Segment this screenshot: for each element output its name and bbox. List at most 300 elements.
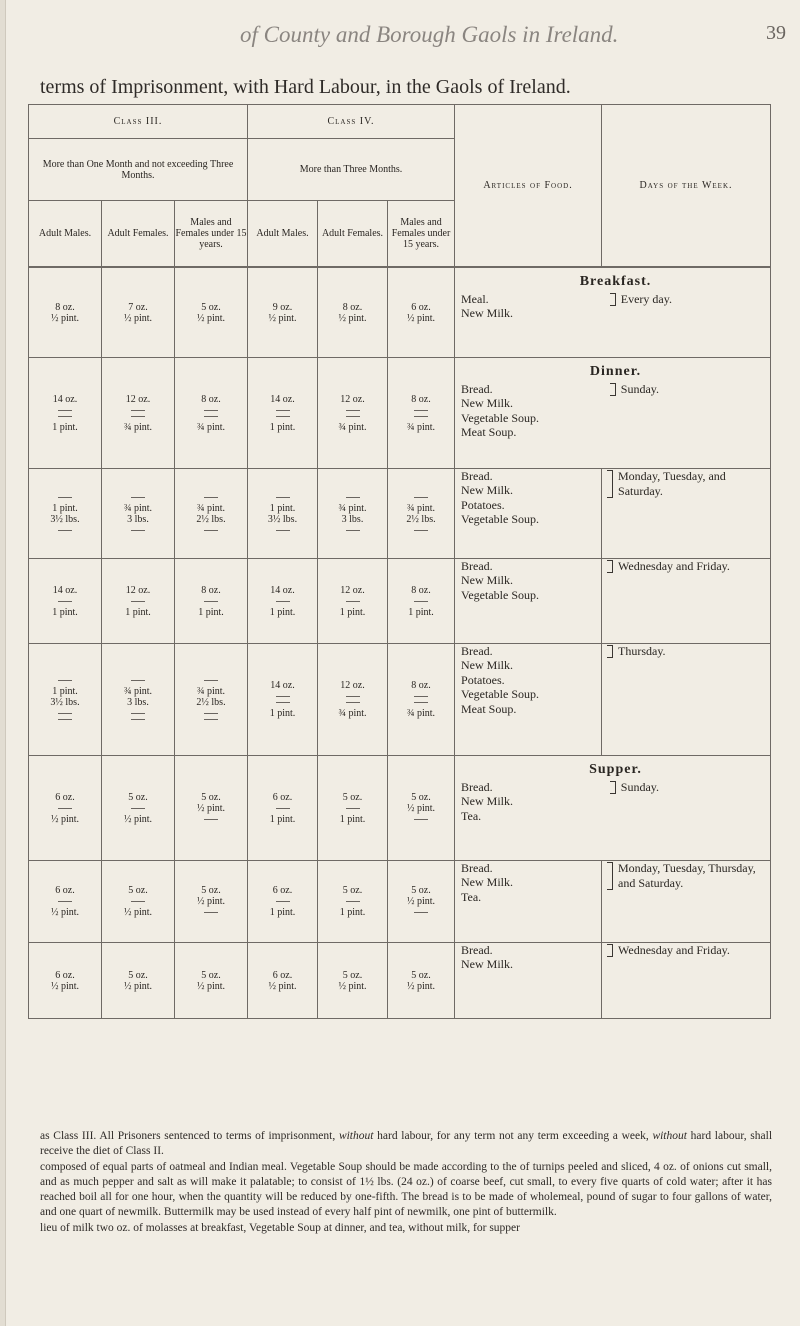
footnote-para: lieu of milk two oz. of molasses at breakfast, Vegetable Soup at dinner, and tea, without milk, for supper (40, 1221, 520, 1234)
ration-cell (29, 469, 102, 559)
header-class-3: Class III. (29, 105, 248, 139)
dash-rule (204, 719, 218, 720)
dash-rule (58, 416, 72, 417)
ration-cell (175, 861, 248, 943)
days-label (605, 292, 770, 321)
ration-value: ¾ pint. (123, 421, 153, 433)
dash-rule (276, 530, 290, 531)
ration-cell (318, 559, 388, 644)
ration-cell (175, 559, 248, 644)
ration-value: 1 pint. (269, 502, 296, 514)
ration-value: 1 pint. (269, 907, 296, 918)
ration-value: 1 pint. (52, 502, 78, 514)
food-item: Meat Soup. (461, 425, 517, 440)
day-text: Every day. (605, 292, 770, 307)
ration-value: ½ pint. (338, 312, 367, 324)
ration-value: 3½ lbs. (50, 696, 80, 708)
ration-value: 6 oz. (272, 885, 293, 896)
ration-value: 5 oz. (342, 885, 363, 896)
footnote-text: as Class III. All Prisoners sentenced to terms of imprisonment, (40, 1130, 336, 1142)
footnote-text: hard labour, for any term not any term exceeding a week, (377, 1130, 649, 1142)
ration-value: 1 pint. (52, 421, 78, 433)
ration-cell (175, 644, 248, 756)
ration-value: 12 oz. (125, 584, 151, 596)
table-row (29, 861, 771, 943)
table-row (29, 469, 771, 559)
dash-rule (204, 912, 218, 913)
dash-rule (204, 416, 218, 417)
dash-rule (346, 410, 360, 411)
food-list (461, 292, 605, 321)
table-row (29, 268, 771, 358)
dash-rule (276, 497, 290, 498)
footnote-para: composed of equal parts of oatmeal and Indian meal. Vegetable Soup should be made according to the of turnips peeled and sliced, 4 oz. of onions cut small, and as much pepper and salt as will make it palatable; to consist of 1½ lbs. (24 oz.) of coarse beef, cut small, to every five quarts of cold water; after it has reached boil all for one hour, when the quantity will be reduced by one-fifth. The bread is to be made of wholemeal, pound of sugar to four gallons of water, and one quart of newmilk. Buttermilk may be used instead of every half pint of newmilk, one pint of buttermilk. (40, 1160, 772, 1219)
ration-value: 5 oz. (201, 301, 221, 313)
dash-rule (131, 808, 145, 809)
day-text: Wednesday and Friday. (602, 943, 770, 958)
ration-cell (175, 268, 248, 358)
dash-rule (58, 719, 72, 720)
page-subtitle: terms of Imprisonment, with Hard Labour, in the Gaols of Ireland. (40, 76, 571, 98)
ration-value: 1 pint. (198, 606, 224, 618)
food-item: Potatoes. (461, 497, 505, 512)
dash-rule (276, 808, 290, 809)
ration-value: 2½ lbs. (196, 513, 226, 525)
running-head (0, 22, 800, 48)
dash-rule (58, 410, 72, 411)
dash-rule (276, 901, 290, 902)
ration-cell (318, 469, 388, 559)
dash-rule (204, 680, 218, 681)
footnote-para (40, 1129, 772, 1160)
ration-cell (248, 644, 318, 756)
food-list (461, 780, 605, 823)
dash-rule (58, 530, 72, 531)
ration-cell (102, 268, 175, 358)
ration-cell (318, 861, 388, 943)
ration-cell (318, 644, 388, 756)
dash-rule (58, 601, 72, 602)
ration-value: 8 oz. (411, 680, 431, 691)
ration-value: ½ pint. (196, 980, 226, 992)
ration-value: 5 oz. (201, 791, 221, 803)
ration-value: 14 oz. (52, 584, 78, 596)
food-list (455, 559, 602, 644)
ration-value: 1 pint. (408, 606, 434, 618)
ration-cell (248, 358, 318, 469)
footnote-text: hard labour, shall receive the diet of Class II. (40, 1130, 773, 1158)
ration-value: 6 oz. (272, 791, 293, 803)
ration-value: ½ pint. (123, 813, 153, 825)
dash-rule (346, 497, 360, 498)
dash-rule (131, 497, 145, 498)
ration-value: ½ pint. (50, 907, 80, 918)
footnote (40, 1129, 772, 1236)
header-adult-males: Adult Males. (248, 201, 318, 267)
ration-value: 1 pint. (269, 421, 296, 433)
ration-value: 5 oz. (411, 791, 431, 803)
header-days-of-week: Days of the Week. (602, 105, 771, 267)
supper-cell (455, 756, 771, 861)
dash-rule (276, 416, 290, 417)
days-label (602, 644, 771, 756)
ration-value: 1 pint. (339, 813, 366, 825)
food-item: Meal. (461, 292, 489, 306)
ration-value: ½ pint. (123, 980, 153, 992)
food-item: Vegetable Soup. (461, 512, 539, 527)
breakfast-cell (455, 268, 771, 358)
dash-rule (58, 680, 72, 681)
ration-value: ½ pint. (406, 802, 436, 814)
header-articles-of-food: Articles of Food. (455, 105, 602, 267)
table-row (29, 559, 771, 644)
food-list (455, 644, 602, 756)
ration-cell (248, 756, 318, 861)
ration-value: 5 oz. (411, 969, 431, 981)
ration-cell (388, 268, 455, 358)
food-item: New Milk. (461, 306, 514, 321)
ration-value: 6 oz. (411, 301, 431, 313)
dash-rule (276, 702, 290, 703)
ration-value: 3½ lbs. (267, 513, 298, 525)
food-items (461, 559, 601, 602)
ration-value: ½ pint. (50, 312, 80, 324)
ration-cell (318, 268, 388, 358)
ration-cell (175, 756, 248, 861)
header-class-3-duration: More than One Month and not exceeding Three Months. (29, 139, 248, 201)
day-text: Wednesday and Friday. (602, 559, 770, 574)
ration-cell (388, 756, 455, 861)
dash-rule (204, 410, 218, 411)
ration-value: ½ pint. (268, 312, 297, 324)
dash-rule (346, 601, 360, 602)
food-list (461, 382, 605, 440)
diet-table (28, 104, 771, 1019)
days-label (605, 382, 770, 440)
dash-rule (414, 497, 428, 498)
ration-value: 14 oz. (270, 393, 295, 405)
food-items (461, 780, 605, 823)
header-adult-females: Adult Females. (102, 201, 175, 267)
dash-rule (414, 601, 428, 602)
ration-cell (318, 358, 388, 469)
ration-value: 6 oz. (272, 969, 293, 981)
ration-value: 1 pint. (269, 606, 296, 618)
ration-cell (102, 358, 175, 469)
days-label (602, 469, 771, 559)
ration-cell (248, 469, 318, 559)
ration-value: 6 oz. (55, 969, 75, 981)
food-item: Bread. (461, 861, 493, 875)
dash-rule (414, 410, 428, 411)
food-item: Bread. (461, 382, 493, 396)
dash-rule (414, 702, 428, 703)
dash-rule (204, 713, 218, 714)
ration-cell (248, 268, 318, 358)
dash-rule (131, 901, 145, 902)
ration-cell (102, 756, 175, 861)
dash-rule (58, 808, 72, 809)
dash-rule (346, 530, 360, 531)
ration-value: 1 pint. (339, 907, 366, 918)
ration-value: 14 oz. (52, 393, 78, 405)
day-text: Sunday. (605, 382, 770, 397)
ration-value: 5 oz. (201, 885, 221, 896)
food-item: Bread. (461, 469, 493, 483)
ration-value: ½ pint. (338, 980, 367, 992)
ration-value: 1 pint. (125, 606, 151, 618)
dash-rule (276, 601, 290, 602)
ration-value: 12 oz. (340, 680, 365, 691)
ration-value: ¾ pint. (406, 502, 436, 514)
day-text: Sunday. (605, 780, 770, 795)
dash-rule (131, 601, 145, 602)
dash-rule (346, 416, 360, 417)
food-list (455, 469, 602, 559)
dash-rule (414, 416, 428, 417)
days-label (605, 780, 770, 823)
ration-value: 2½ lbs. (196, 696, 226, 708)
dash-rule (346, 696, 360, 697)
food-item: Bread. (461, 559, 493, 573)
ration-value: 5 oz. (128, 969, 148, 981)
ration-value: 9 oz. (272, 301, 293, 313)
day-text: Monday, Tuesday, Thursday, and Saturday. (602, 861, 770, 891)
ration-value: 5 oz. (411, 885, 431, 896)
ration-value: 7 oz. (128, 301, 148, 313)
food-item: Vegetable Soup. (461, 687, 539, 702)
food-list (455, 861, 602, 943)
ration-value: 1 pint. (52, 685, 78, 697)
ration-value: 14 oz. (270, 584, 295, 596)
header-class-4-duration: More than Three Months. (248, 139, 455, 201)
dash-rule (346, 808, 360, 809)
dinner-cell (455, 358, 771, 469)
food-item: New Milk. (461, 396, 514, 411)
ration-cell (175, 943, 248, 1019)
ration-value: ½ pint. (268, 980, 297, 992)
ration-cell (388, 943, 455, 1019)
ration-cell (318, 756, 388, 861)
dash-rule (131, 410, 145, 411)
meal-heading-breakfast: Breakfast. (579, 274, 652, 289)
food-item: Vegetable Soup. (461, 410, 539, 425)
ration-value: 3 lbs. (127, 696, 149, 708)
ration-cell (102, 469, 175, 559)
table-row (29, 644, 771, 756)
ration-cell (388, 358, 455, 469)
ration-value: 1 pint. (269, 813, 296, 825)
ration-cell (388, 861, 455, 943)
ration-cell (248, 861, 318, 943)
binding-edge (0, 0, 6, 1326)
dash-rule (204, 497, 218, 498)
days-label (602, 559, 771, 644)
ration-value: 6 oz. (55, 791, 75, 803)
ration-cell (29, 943, 102, 1019)
dash-rule (414, 696, 428, 697)
dash-rule (276, 410, 290, 411)
ration-value: 5 oz. (201, 969, 221, 981)
dash-rule (204, 601, 218, 602)
ration-value: 12 oz. (340, 584, 365, 596)
ration-cell (29, 756, 102, 861)
ration-cell (102, 861, 175, 943)
dash-rule (204, 530, 218, 531)
food-items (461, 469, 601, 527)
dash-rule (58, 497, 72, 498)
dash-rule (131, 680, 145, 681)
ration-value: 3½ lbs. (50, 513, 80, 525)
food-items (461, 644, 601, 716)
dash-rule (58, 713, 72, 714)
food-item: New Milk. (461, 875, 514, 890)
ration-value: 8 oz. (201, 584, 221, 596)
food-items (461, 382, 605, 440)
ration-value: 8 oz. (201, 393, 221, 405)
ration-value: ½ pint. (406, 896, 436, 907)
ration-cell (29, 559, 102, 644)
dash-rule (414, 530, 428, 531)
ration-value: ¾ pint. (338, 502, 367, 514)
ration-value: 1 pint. (52, 606, 78, 618)
food-item: Vegetable Soup. (461, 587, 539, 602)
ration-value: ¾ pint. (338, 421, 367, 433)
food-item: New Milk. (461, 658, 514, 673)
header-under-15: Males and Females under 15 years. (388, 201, 455, 267)
ration-cell (388, 469, 455, 559)
ration-value: ½ pint. (406, 980, 436, 992)
ration-value: 1 pint. (339, 606, 366, 618)
ration-value: 5 oz. (128, 885, 148, 896)
ration-value: ¾ pint. (123, 502, 153, 514)
header-adult-males: Adult Males. (29, 201, 102, 267)
ration-value: ½ pint. (123, 907, 153, 918)
dash-rule (346, 901, 360, 902)
ration-value: ¾ pint. (196, 421, 226, 433)
ration-value: 6 oz. (55, 885, 75, 896)
ration-value: 2½ lbs. (406, 513, 436, 525)
ration-cell (102, 644, 175, 756)
ration-value: ½ pint. (196, 312, 226, 324)
ration-value: 8 oz. (411, 393, 431, 405)
table-row (29, 943, 771, 1019)
ration-cell (102, 943, 175, 1019)
ration-cell (29, 861, 102, 943)
ration-value: 5 oz. (342, 969, 363, 981)
footnote-emphasis: without (338, 1130, 374, 1142)
ration-value: 1 pint. (269, 708, 296, 719)
ration-cell (388, 559, 455, 644)
ration-cell (102, 559, 175, 644)
ration-cell (318, 943, 388, 1019)
food-items (461, 861, 601, 904)
ration-value: 12 oz. (340, 393, 365, 405)
dash-rule (131, 530, 145, 531)
ration-value: ½ pint. (196, 896, 226, 907)
dash-rule (346, 702, 360, 703)
ration-value: 12 oz. (125, 393, 151, 405)
ration-value: ¾ pint. (196, 685, 226, 697)
ration-value: ¾ pint. (196, 502, 226, 514)
header-adult-females: Adult Females. (318, 201, 388, 267)
ration-value: ½ pint. (196, 802, 226, 814)
ration-cell (248, 943, 318, 1019)
food-item: Meat Soup. (461, 701, 517, 716)
ration-value: 8 oz. (55, 301, 75, 313)
food-item: New Milk. (461, 794, 514, 809)
ration-value: ¾ pint. (406, 421, 436, 433)
ration-value: ½ pint. (406, 312, 436, 324)
footnote-emphasis: without (652, 1130, 687, 1142)
ration-value: 3 lbs. (127, 513, 149, 525)
days-label (602, 943, 771, 1019)
dash-rule (204, 819, 218, 820)
food-list (455, 943, 602, 1019)
ration-cell (248, 559, 318, 644)
ration-value: ¾ pint. (123, 685, 153, 697)
dash-rule (414, 819, 428, 820)
ration-cell (29, 644, 102, 756)
ration-value: ½ pint. (123, 312, 153, 324)
table-row (29, 756, 771, 861)
food-item: Potatoes. (461, 672, 505, 687)
meal-heading-supper: Supper. (589, 762, 642, 777)
ration-cell (29, 268, 102, 358)
ration-value: 14 oz. (270, 680, 295, 691)
food-item: New Milk. (461, 957, 514, 972)
dash-rule (58, 901, 72, 902)
food-item: New Milk. (461, 573, 514, 588)
ration-value: ¾ pint. (406, 708, 436, 719)
ration-cell (388, 644, 455, 756)
food-item: Bread. (461, 780, 493, 794)
food-item: New Milk. (461, 483, 514, 498)
food-items (461, 943, 601, 972)
food-item: Bread. (461, 943, 493, 957)
running-head-title: of County and Borough Gaols in Ireland. (240, 22, 619, 47)
food-item: Tea. (461, 889, 482, 904)
ration-value: ¾ pint. (338, 708, 367, 719)
ration-value: 5 oz. (128, 791, 148, 803)
food-item: Bread. (461, 644, 493, 658)
ration-value: 8 oz. (342, 301, 363, 313)
page-number: 39 (766, 22, 786, 44)
dash-rule (131, 713, 145, 714)
food-item: Tea. (461, 808, 482, 823)
ration-cell (29, 358, 102, 469)
header-class-4: Class IV. (248, 105, 455, 139)
day-text: Monday, Tuesday, and Saturday. (602, 469, 770, 499)
ration-value: 5 oz. (342, 791, 363, 803)
ration-cell (175, 469, 248, 559)
meal-heading-dinner: Dinner. (589, 364, 642, 379)
day-text: Thursday. (602, 644, 770, 659)
dash-rule (131, 719, 145, 720)
food-items (461, 292, 605, 321)
header-under-15: Males and Females under 15 years. (175, 201, 248, 267)
dash-rule (131, 416, 145, 417)
dash-rule (276, 696, 290, 697)
dash-rule (414, 912, 428, 913)
ration-cell (175, 358, 248, 469)
table-row (29, 358, 771, 469)
ration-value: 3 lbs. (341, 513, 364, 525)
days-label (602, 861, 771, 943)
ration-value: ½ pint. (50, 980, 80, 992)
ration-value: ½ pint. (50, 813, 80, 825)
ration-value: 8 oz. (411, 584, 431, 596)
